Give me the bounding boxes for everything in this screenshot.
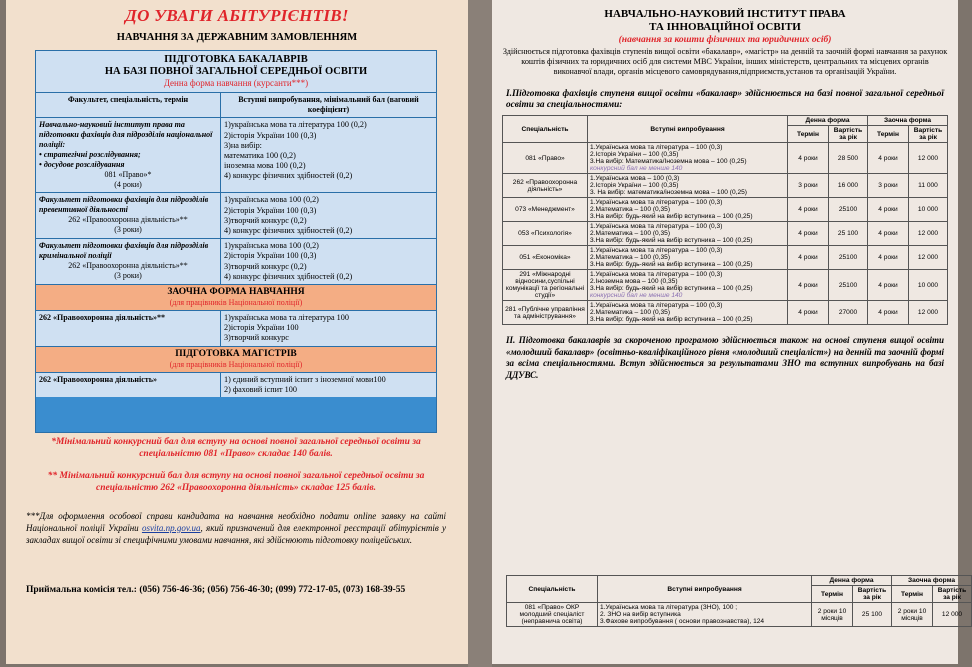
day-cost: 25100	[829, 198, 868, 222]
institute-title-2: ТА ІННОВАЦІЙНОЇ ОСВІТИ	[649, 21, 801, 33]
zao-term: 3 роки	[868, 174, 909, 198]
day-term: 3 роки	[788, 174, 829, 198]
exams-cell: 1.Українська мова та література – 100 (0,3) 2.Математика – 100 (0,35) 3.На вибір: будь-який на вибір вступника – 100 (0,25)	[588, 301, 788, 325]
photo-gap	[468, 0, 492, 667]
section-2-text: ІІ. Підготовка бакалаврів за скороченою програмою здійснюється також на основі ступеня вищої освіти «молодший бакалавр» (освітньо-кваліфікаційного рівня «молодший спеціаліст») на денній та заочній формі за всіма спеціальностями. Вступ здійснюється за результатами ЗНО та вступних випробувань на базі ДДУВС.	[506, 335, 944, 380]
spec-cell: 262 «Правоохоронна діяльність»	[503, 174, 588, 198]
zao-term: 4 роки	[868, 143, 909, 174]
osvita-link[interactable]: osvita.np.gov.ua	[141, 523, 201, 533]
zao-cost: 12 000	[909, 222, 948, 246]
day-cost: 25 100	[829, 222, 868, 246]
spec-cell: 053 «Психологія»	[503, 222, 588, 246]
table-row	[503, 143, 948, 174]
page-subtitle: НАВЧАННЯ ЗА ДЕРЖАВНИМ ЗАМОВЛЕННЯМ	[116, 32, 358, 43]
zao-cost: 12 000	[909, 246, 948, 270]
spec-cell: 051 «Економіка»	[503, 246, 588, 270]
day-cost: 28 500	[829, 143, 868, 174]
bachelor-table: Спеціальність Вступні випробування Денна форма Заочна форма Термін Вартість за рік Термін Вартість за рік 081 «Право» 1.Українська мова та література – 100 (0,3) 2.Історія України – 100 (0,35) 3.На вибір: Математика/Іноземна мова – 100 (0,25) конкурсний бал не менше 140 4 роки 28 500 4 роки 12 000 262 «Правоохоронна діяльність» 1.Українська мова – 100 (0,3) 2.Історія України – 100 (0,35) 3. На вибір: математика/іноземна мова – 100 (0,25) 3 роки 16 000 3 роки 11 000 073 «Менеджмент» 1.Українська мова та література – 100 (0,3) 2.Математика – 100 (0,35) 3.На вибір: будь-який на вибір вступника – 100 (0,25) 4 роки 25100 4 роки 10 000 053 «Психологія» 1.Українська мова та література – 100 (0,3) 2.Математика – 100 (0,35) 3.На вибір: будь-який на вибір вступника – 100 (0,25) 4 роки 25 100 4 роки 12 000 051 «Економіка» 1.Українська мова та література – 100 (0,3) 2.Математика – 100 (0,35) 3.На вибір: будь-який на вибір вступника – 100 (0,25) 4 роки 25100 4 роки 12 000 291 «Міжнародні відносини,суспільні комунікації та регіональні студії» 1.Українська мова та література – 100 (0,3) 2.Іноземна мова – 100 (0,35) 3.На вибір: будь-який на вибір вступника – 100 (0,25) конкурсний бал не менше 140 4 роки 25100 4 роки 10 000 281 «Публічне управління та адміністрування» 1.Українська мова та література – 100 (0,3) 2.Математика – 100 (0,35) 3.На вибір: будь-який на вибір вступника – 100 (0,25) 4 роки 27000 4 роки 12 000	[502, 115, 948, 325]
column-headers: Факультет, спеціальність, термін Вступні випробування, мінімальний бал (ваговий коефіцієнт)	[36, 93, 436, 118]
table-row: Факультет підготовки фахівців для підрозділів кримінальної поліції 262 «Правоохоронна діяльність»** (3 роки) 1)українська мова 100 (0,2) 2)історія України 100 (0,3) 3)творчий конкурс (0,2) 4) конкурс фізичних здібностей (0,2)	[36, 239, 436, 285]
table-row	[503, 246, 948, 270]
zao-cost: 11 000	[909, 174, 948, 198]
zao-term: 4 роки	[868, 270, 909, 301]
exams-cell: 1.Українська мова – 100 (0,3) 2.Історія України – 100 (0,35) 3. На вибір: математика/іноземна мова – 100 (0,25)	[588, 174, 788, 198]
day-term: 4 роки	[788, 143, 829, 174]
short-program-table: Спеціальність Вступні випробування Денна форма Заочна форма Термін Вартість за рік Термін Вартість за рік 081 «Право» ОКР молодший спеціаліст (неправнича освіта) 1.Українська мова та література (ЗНО), 100 ; 2. ЗНО на вибір вступника 3.Фахове випробування ( основи правознавства), 124 2 роки 10 місяців 25 100 2 роки 10 місяців 12 000	[506, 575, 972, 627]
spec-cell: 073 «Менеджмент»	[503, 198, 588, 222]
page-title: ДО УВАГИ АБІТУРІЄНТІВ!	[125, 6, 349, 25]
note-min-score-police: ** Мінімальний конкурсний бал для вступу на основі повної загальної середньої освіти за спеціальністю 262 «Правоохоронна діяльність» складає 125 балів.	[47, 471, 425, 493]
table-row: 081 «Право» ОКР молодший спеціаліст (неправнича освіта) 1.Українська мова та література (ЗНО), 100 ; 2. ЗНО на вибір вступника 3.Фахове випробування ( основи правознавства), 124 2 роки 10 місяців 25 100 2 роки 10 місяців 12 000	[507, 603, 972, 627]
zao-term: 4 роки	[868, 222, 909, 246]
institute-title: НАВЧАЛЬНО-НАУКОВИЙ ІНСТИТУТ ПРАВА	[604, 8, 846, 20]
table-header: ПІДГОТОВКА БАКАЛАВРІВ НА БАЗІ ПОВНОЇ ЗАГАЛЬНОЇ СЕРЕДНЬОЇ ОСВІТИ Денна форма навчання (курсанти***)	[36, 51, 436, 93]
spec-cell: 281 «Публічне управління та адміністрування»	[503, 301, 588, 325]
day-cost: 27000	[829, 301, 868, 325]
exams-cell: 1.Українська мова та література – 100 (0,3) 2.Математика – 100 (0,35) 3.На вибір: будь-який на вибір вступника – 100 (0,25)	[588, 198, 788, 222]
contacts: Приймальна комісія тел.: (056) 756-46-36; (056) 756-46-30; (099) 772-17-05, (073) 168-39-55	[26, 585, 406, 595]
table-row: 262 «Правоохоронна діяльність» 1) єдиний вступний іспит з іноземної мови100 2) фаховий іспит 100	[36, 373, 436, 397]
day-cost: 25100	[829, 270, 868, 301]
zao-term: 4 роки	[868, 246, 909, 270]
magistr-section-header: ПІДГОТОВКА МАГІСТРІВ (для працівників Національної поліції)	[36, 347, 436, 373]
table-row: Факультет підготовки фахівців для підрозділів превентивної діяльності 262 «Правоохоронна діяльність»** (3 роки) 1)українська мова 100 (0,2) 2)історія України 100 (0,3) 3)творчий конкурс (0,2) 4) конкурс фізичних здібностей (0,2)	[36, 193, 436, 239]
zao-cost: 10 000	[909, 198, 948, 222]
day-term: 4 роки	[788, 301, 829, 325]
note-online-application: ***Для оформлення особової справи кандидата на навчання необхідно подати online заявку на сайті Національної поліції України osvita.np.gov.ua, який призначений для електронної реєстрації абітурієнтів у закладах вищої освіти зі специфічними умовами навчання, які здійснюють підготовку поліцейських.	[26, 511, 447, 545]
zao-cost: 12 000	[909, 143, 948, 174]
day-term: 4 роки	[788, 246, 829, 270]
funding-subtitle: (навчання за кошти фізичних та юридичних осіб)	[618, 35, 832, 45]
right-flyer	[492, 0, 967, 664]
table-row: Навчально-науковий інститут права та підготовки фахівців для підрозділів національної поліції: • стратегічні розслідування; • досудове розслідування 081 «Право»* (4 роки) 1)українська мова та література 100 (0,2) 2)історія України 100 (0,3) 3)на вибір: математика 100 (0,2) іноземна мова 100 (0,2) 4) конкурс фізичних здібностей (0,2)	[36, 118, 436, 193]
day-cost: 25100	[829, 246, 868, 270]
day-cost: 16 000	[829, 174, 868, 198]
day-term: 4 роки	[788, 198, 829, 222]
bachelor-table-body	[503, 143, 948, 325]
exams-cell: 1.Українська мова та література – 100 (0,3) 2.Іноземна мова – 100 (0,35) 3.На вибір: будь-який на вибір вступника – 100 (0,25) конкурсний бал не менше 140	[588, 270, 788, 301]
section-1-heading: І.Підготовка фахівців ступеня вищої освіти «бакалавр» здійснюється на базі повної загальної середньої освіти за спеціальностями:	[506, 89, 944, 110]
zao-cost: 12 000	[909, 301, 948, 325]
table-row	[503, 270, 948, 301]
table-row	[503, 222, 948, 246]
day-term: 4 роки	[788, 270, 829, 301]
zao-term: 4 роки	[868, 198, 909, 222]
spec-cell: 291 «Міжнародні відносини,суспільні комунікації та регіональні студії»	[503, 270, 588, 301]
exams-cell: 1.Українська мова та література – 100 (0,3) 2.Історія України – 100 (0,35) 3.На вибір: Математика/Іноземна мова – 100 (0,25) конкурсний бал не менше 140	[588, 143, 788, 174]
spec-cell: 081 «Право»	[503, 143, 588, 174]
zao-cost: 10 000	[909, 270, 948, 301]
note-min-score-law: *Мінімальний конкурсний бал для вступу на основі повної загальної середньої освіти за спеціальністю 081 «Право» складає 140 балів.	[51, 437, 421, 459]
table-row	[503, 198, 948, 222]
state-order-table	[35, 50, 437, 433]
day-term: 4 роки	[788, 222, 829, 246]
table-row	[503, 301, 948, 325]
zao-term: 4 роки	[868, 301, 909, 325]
exams-cell: 1.Українська мова та література – 100 (0,3) 2.Математика – 100 (0,35) 3.На вибір: будь-який на вибір вступника – 100 (0,25)	[588, 222, 788, 246]
intro-text: Здійснюється підготовка фахівців ступенів вищої освіти «бакалавр», «магістр» на денній та заочній формі навчання за рахунок коштів фізичних та юридичних осіб для системи МВС України, інших міністерств, центральних та місцевих органів виконавчої влади, органів місцевого самоврядування,підприємств,установ та організацій України.	[502, 47, 948, 76]
zaochna-section-header: ЗАОЧНА ФОРМА НАВЧАННЯ (для працівників Національної поліції)	[36, 285, 436, 311]
table-row	[503, 174, 948, 198]
left-flyer	[6, 0, 468, 664]
exams-cell: 1.Українська мова та література – 100 (0,3) 2.Математика – 100 (0,35) 3.На вибір: будь-який на вибір вступника – 100 (0,25)	[588, 246, 788, 270]
table-row: 262 «Правоохоронна діяльність»** 1)українська мова та література 100 2)історія України 100 3)творчий конкурс	[36, 311, 436, 347]
